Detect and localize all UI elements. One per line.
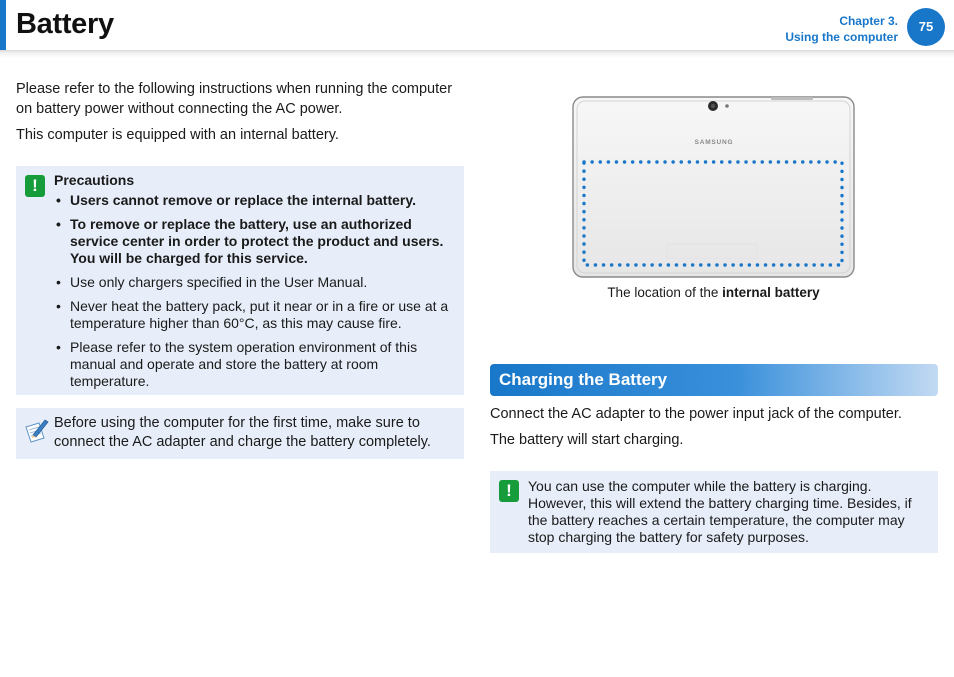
caution-exclamation-icon: ! — [499, 480, 519, 502]
page-title: Battery — [16, 8, 114, 40]
chapter-number: Chapter 3. — [839, 14, 898, 28]
charging-caution-text: You can use the computer while the battery is charging. However, this will extend the battery charging time. Besides, if the battery reaches a certain temperature, the computer may stop charging the battery for safety purposes. — [528, 478, 912, 545]
list-item: • Please refer to the system operation environment of this manual and operate and store the battery at room temperature. — [54, 339, 458, 390]
intro-internal-battery: This computer is equipped with an internal battery. — [16, 127, 339, 143]
section-heading-text: Charging the Battery — [499, 370, 668, 389]
page-number-badge: 75 — [907, 8, 945, 46]
header-divider — [0, 50, 954, 58]
caption-bold: internal battery — [722, 285, 820, 300]
chapter-label — [785, 13, 898, 45]
intro-paragraph: Please refer to the following instructions when running the computer on battery power without connecting the AC power. — [16, 81, 453, 117]
precautions-list — [54, 192, 458, 397]
charging-status-paragraph: The battery will start charging. — [490, 432, 684, 448]
tablet-back-image — [572, 96, 855, 279]
note-text: Before using the computer for the first time, make sure to connect the AC adapter and charge the battery completely. — [54, 415, 431, 450]
note-box — [16, 408, 464, 459]
caption-prefix: The location of the — [607, 285, 723, 300]
list-item: • Never heat the battery pack, put it near or in a fire or use at a temperature higher than 60°C, as this may cause fire. — [54, 298, 458, 332]
list-item: • Users cannot remove or replace the internal battery. — [54, 192, 458, 209]
section-heading-charging — [490, 364, 938, 396]
list-item: • To remove or replace the battery, use an authorized service center in order to protect the product and users. You will be charged for this service. — [54, 216, 458, 267]
chapter-subtitle: Using the computer — [785, 30, 898, 44]
charging-caution-box — [490, 471, 938, 553]
precautions-box — [16, 166, 464, 395]
precautions-title: Precautions — [54, 172, 135, 188]
pencil-note-icon — [23, 417, 49, 443]
list-item: • Use only chargers specified in the User Manual. — [54, 274, 458, 291]
charging-paragraph: Connect the AC adapter to the power input jack of the computer. — [490, 406, 902, 422]
brand-logo-text: SAMSUNG — [694, 139, 734, 146]
figure-caption — [572, 285, 855, 300]
caution-exclamation-icon: ! — [25, 175, 45, 197]
header-accent-bar — [0, 0, 6, 52]
